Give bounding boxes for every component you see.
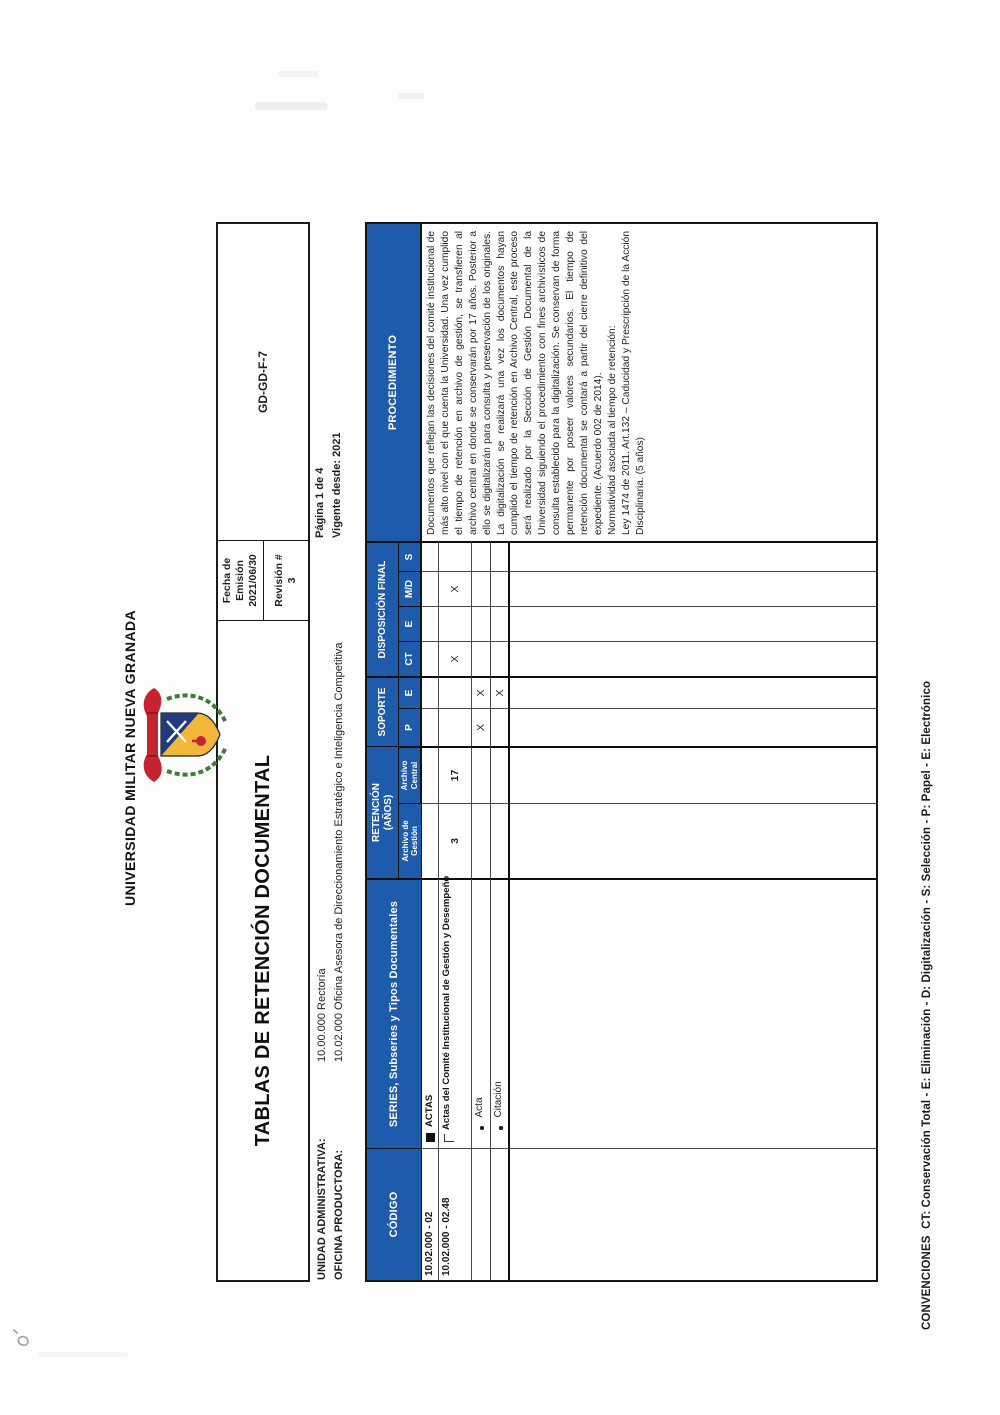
cell-ct-mark: X [439,641,472,676]
col-header-disposicion: DISPOSICIÓN FINAL [367,541,399,676]
col-header-series: SERIES, Subseries y Tipos Documentales [367,878,422,1148]
valid-from: Vigente desde: 2021 [330,432,343,538]
col-header-md: M/D [399,571,422,606]
cell-archivo-central-years: 17 [439,746,472,803]
page-info [312,432,345,538]
issue-date-label: Fecha de [221,557,234,604]
row-actas-series: ACTAS [422,878,439,1148]
unidad-label: UNIDAD ADMINISTRATIVA: [316,1138,328,1280]
procedimiento-normatividad: Normatividad asociada al tiempo de retención: [606,325,618,535]
bullet-icon [499,1127,503,1131]
row-citacion: Citación [491,878,510,1148]
col-header-procedimiento: PROCEDIMIENTO [367,224,422,541]
col-header-soporte-e: E [399,676,422,708]
issue-date-value: 2021/06/30 [246,554,259,607]
convenciones-footer: CONVENCIONES CT: Conservación Total - E: Eliminación - D: Digitalización - S: Selección - P: Papel - E: Electrónico [921,680,933,1330]
col-header-s: S [399,541,422,571]
scan-smudge [255,102,327,110]
issue-date-cell: Fecha de Emisión 2021/06/30 [218,540,264,620]
university-name: UNIVERSIDAD MILITAR NUEVA GRANADA [122,609,138,907]
cell-acta-papel-mark: X [472,708,491,746]
col-header-archivo-gestion: Archivo de Gestión [399,803,422,878]
cell-md-mark: X [439,571,472,606]
col-header-ct: CT [399,641,422,676]
cell-archivo-gestion-years: 3 [439,803,472,878]
form-code: GD-GD-F-7 [256,351,270,413]
scan-streak [38,1352,128,1357]
scan-smudge [398,93,424,99]
col-header-soporte: SOPORTE [367,676,399,746]
producer-info [314,642,347,1280]
university-crest-icon [139,683,231,787]
col-header-codigo: CÓDIGO [367,1148,422,1280]
retention-table [365,222,878,1282]
series-square-bullet-icon [426,1133,435,1142]
page-number: Página 1 de 4 [314,467,326,538]
oficina-label: OFICINA PRODUCTORA: [332,1149,345,1280]
row-actas-codigo: 10.02.000 - 02 [422,1148,439,1280]
cell-acta-electronico-mark: X [472,676,491,708]
row-subserie-series: Actas del Comité Institucional de Gestión y Desempeño [439,878,472,1148]
col-header-e: E [399,606,422,641]
bullet-icon [480,1127,484,1131]
revision-cell [264,540,308,620]
col-header-retencion: RETENCIÓN (AÑOS) [367,746,399,878]
scan-smudge [278,71,318,77]
unidad-administrativa-line [314,642,331,1280]
row-acta: Acta [472,878,491,1148]
col-header-archivo-central: Archivo Central [399,746,422,803]
procedimiento-ley: Ley 1474 de 2011. Art.132 – Caducidad y Prescripción de la Acción Disciplinaria. (5 años) [620,231,646,535]
revision-label: Revisión # [272,554,285,607]
pen-scribble-mark [8,1315,36,1349]
procedimiento-paragraph: Documentos que reflejan las decisiones del comité institucional de más alto nivel con el que cuenta la Universidad. Una vez cumplido el tiempo de retención en archivo de gestión, se transfieren al archivo central en donde se conservarán por 17 años. Posterior a ello se digitalizarán para consulta y preservación de los originales. La digitalización se realizará una vez los documentos hayan cumplido el tiempo de retención en Archivo Central, este proceso será realizado por la Sección de Gestión Documental de la Universidad siguiendo el procedimiento con fines archivísticos de consulta establecido para la digitalización. Se conservan de forma permanente por poseer valores secundarios. El tiempo de retención documental se contará a partir del cierre definitivo del expediente. (Acuerdo 002 de 2014). [426,231,604,535]
revision-value: 3 [286,577,298,584]
hierarchy-corner-icon [444,1134,454,1142]
oficina-productora-line [331,642,348,1280]
unidad-value: 10.00.000 Rectoría [316,968,328,1062]
row-subserie-codigo: 10.02.000 - 02.48 [439,1148,472,1280]
cell-citacion-electronico-mark: X [491,676,510,708]
page-title: TABLAS DE RETENCIÓN DOCUMENTAL [218,620,308,1280]
col-header-soporte-p: P [399,708,422,746]
oficina-value: 10.02.000 Oficina Asesora de Direccionamiento Estratégico e Inteligencia Competitiva [332,642,345,1062]
procedimiento-text [422,224,876,541]
